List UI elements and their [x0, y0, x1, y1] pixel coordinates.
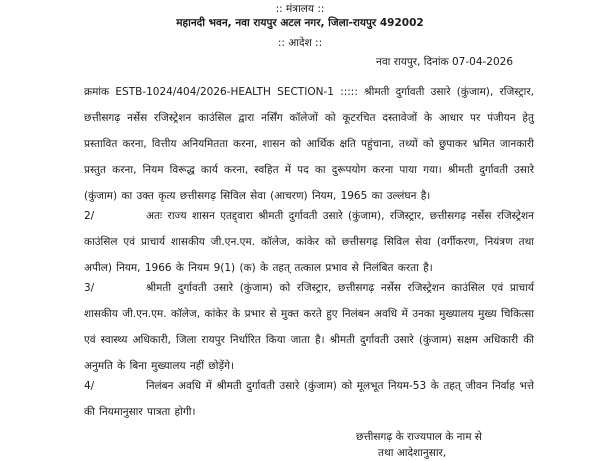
- paragraph-2: [84, 203, 534, 281]
- paragraph-4-text: निलंबन अवधि में श्रीमती दुर्गावती उसारे (कुंजाम) को मूलभूत नियम-53 के तहत् जीवन निर्वाह भत्ते की नियमानुसार पात्रता होगी।: [84, 380, 534, 418]
- paragraph-1-text: श्रीमती दुर्गावती उसारे (कुंजाम), रजिस्ट्रार, छत्तीसगढ़ नर्सेस रजिस्ट्रेशन काउंसिल द्वारा नर्सिंग कॉलेजों को कूटरचित दस्तावेजों के आधार पर पंजीयन हेतु प्रस्तावित करना, वित्तीय अनियमितता करना, शासन को आर्थिक क्षति पहुंचाना, तथ्यों को छुपाकर भ्रमित जानकारी प्रस्तुत करना, नियम विरूद्ध कार्य करना, स्वहित में पद का दुरूपयोग करना पाया गया। श्रीमती दुर्गावती उसारे (कुंजाम) का उक्त कृत्य छत्तीसगढ़ सिविल सेवा (आचरण) नियम, 1965 का उल्लंघन है।: [84, 86, 534, 202]
- paragraph-4-number: 4/: [84, 380, 95, 392]
- signature-block: [356, 429, 482, 461]
- paragraph-3-number: 3/: [84, 282, 95, 294]
- paragraph-4: [84, 373, 534, 425]
- order-title: :: आदेश ::: [277, 37, 323, 49]
- ministry-address: महानदी भवन, नवा रायपुर अटल नगर, जिला-रायपुर 492002: [176, 17, 424, 29]
- order-reference-number: क्रमांक ESTB-1024/404/2026-HEALTH SECTION-1 :::::: [84, 86, 358, 98]
- ministry-heading: :: मंत्रालय ::: [275, 3, 325, 15]
- paragraph-1: [84, 79, 534, 209]
- place-date: नवा रायपुर, दिनांक 07-04-2026: [376, 56, 514, 68]
- signature-line-1: छत्तीसगढ़ के राज्यपाल के नाम से: [356, 431, 482, 443]
- paragraph-2-text: अतः राज्य शासन एतद्द्वारा श्रीमती दुर्गावती उसारे (कुंजाम), रजिस्ट्रार, छत्तीसगढ़ नर्सेस रजिस्ट्रेशन काउंसिल एवं प्राचार्य शासकीय जी.एन.एम. कॉलेज, कांकेर को छत्तीसगढ़ सिविल सेवा (वर्गीकरण, नियंत्रण तथा अपील) नियम, 1966 के नियम 9(1) (क) के तहत् तत्काल प्रभाव से निलंबित करता है।: [84, 210, 534, 274]
- paragraph-3: [84, 275, 534, 379]
- paragraph-3-text: श्रीमती दुर्गावती उसारे (कुंजाम) को रजिस्ट्रार, छत्तीसगढ़ नर्सेस रजिस्ट्रेशन काउंसिल एवं प्राचार्य शासकीय जी.एन.एम. कॉलेज, कांकेर के प्रभार से मुक्त करते हुए निलंबन अवधि में उनका मुख्यालय मुख्य चिकित्सा एवं स्वास्थ्य अधिकारी, जिला रायपुर निर्धारित किया जाता है। श्रीमती दुर्गावती उसारे (कुंजाम) सक्षम अधिकारी की अनुमति के बिना मुख्यालय नहीं छोड़ेंगे।: [84, 282, 534, 372]
- paragraph-2-number: 2/: [84, 210, 95, 222]
- signature-line-2: तथा आदेशानुसार,: [378, 447, 447, 459]
